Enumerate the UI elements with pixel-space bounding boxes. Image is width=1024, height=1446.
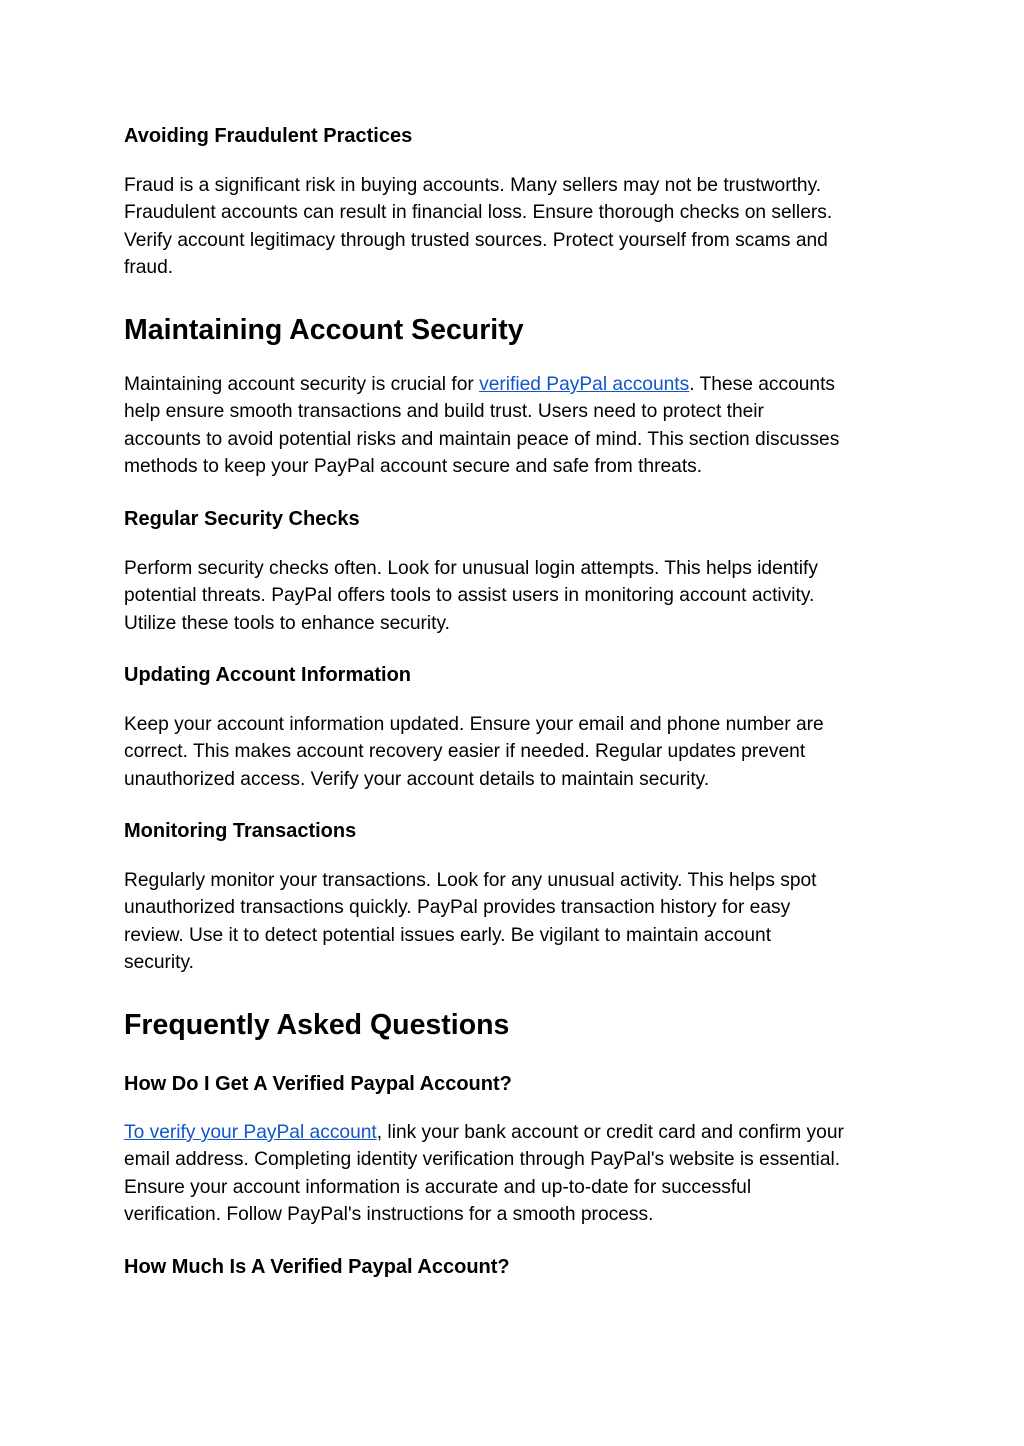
text-line: email address. Completing identity verification through PayPal's website is essential. (124, 1149, 841, 1171)
text-line: unauthorized transactions quickly. PayPal provides transaction history for easy (124, 897, 791, 919)
heading-faq-get-verified: How Do I Get A Verified Paypal Account? (124, 1073, 512, 1095)
text-line: methods to keep your PayPal account secure and safe from threats. (124, 455, 703, 477)
heading-faq-how-much: How Much Is A Verified Paypal Account? (124, 1256, 510, 1278)
text-line: correct. This makes account recovery easier if needed. Regular updates prevent (124, 741, 806, 763)
paragraph-faq-get-verified (124, 1119, 904, 1228)
verify-paypal-account-link[interactable]: To verify your PayPal account (124, 1122, 377, 1143)
verified-paypal-accounts-link[interactable]: verified PayPal accounts (479, 374, 690, 395)
text-line: Ensure your account information is accurate and up-to-date for successful (124, 1176, 752, 1198)
text-line: accounts to avoid potential risks and maintain peace of mind. This section discusses (124, 428, 840, 450)
text-line: Regularly monitor your transactions. Look for any unusual activity. This helps spot (124, 870, 817, 891)
heading-monitoring-transactions: Monitoring Transactions (124, 820, 357, 842)
heading-regular-security-checks: Regular Security Checks (124, 508, 360, 530)
text-line (124, 371, 904, 398)
text-line: security. (124, 951, 195, 973)
text-line: fraud. (124, 256, 174, 278)
text-line: Fraud is a significant risk in buying accounts. Many sellers may not be trustworthy. (124, 175, 822, 196)
text-line: verification. Follow PayPal's instructions for a smooth process. (124, 1203, 654, 1225)
text-segment: , link your bank account or credit card and confirm your (376, 1122, 844, 1143)
text-line (124, 1119, 904, 1146)
paragraph-fraud (124, 172, 904, 281)
text-line: help ensure smooth transactions and build trust. Users need to protect their (124, 401, 764, 423)
text-line: Verify account legitimacy through trusted sources. Protect yourself from scams and (124, 229, 828, 251)
text-line: Utilize these tools to enhance security. (124, 612, 450, 634)
heading-frequently-asked-questions: Frequently Asked Questions (124, 1009, 510, 1041)
heading-updating-account-information: Updating Account Information (124, 664, 412, 686)
text-line: Fraudulent accounts can result in financial loss. Ensure thorough checks on sellers. (124, 202, 833, 224)
text-line: Perform security checks often. Look for unusual login attempts. This helps identify (124, 558, 818, 579)
text-line: review. Use it to detect potential issues early. Be vigilant to maintain account (124, 924, 772, 946)
heading-maintaining-account-security: Maintaining Account Security (124, 314, 524, 346)
heading-avoiding-fraudulent-practices: Avoiding Fraudulent Practices (124, 125, 413, 147)
text-segment: . These accounts (689, 374, 836, 395)
text-line: potential threats. PayPal offers tools to assist users in monitoring account activity. (124, 585, 815, 607)
paragraph-security-checks (124, 555, 904, 637)
paragraph-account-security (124, 371, 904, 480)
paragraph-monitoring (124, 867, 904, 976)
text-line: Keep your account information updated. Ensure your email and phone number are (124, 714, 824, 735)
paragraph-updating-info (124, 711, 904, 793)
text-segment: Maintaining account security is crucial for (124, 374, 480, 395)
text-line: unauthorized access. Verify your account details to maintain security. (124, 768, 710, 790)
